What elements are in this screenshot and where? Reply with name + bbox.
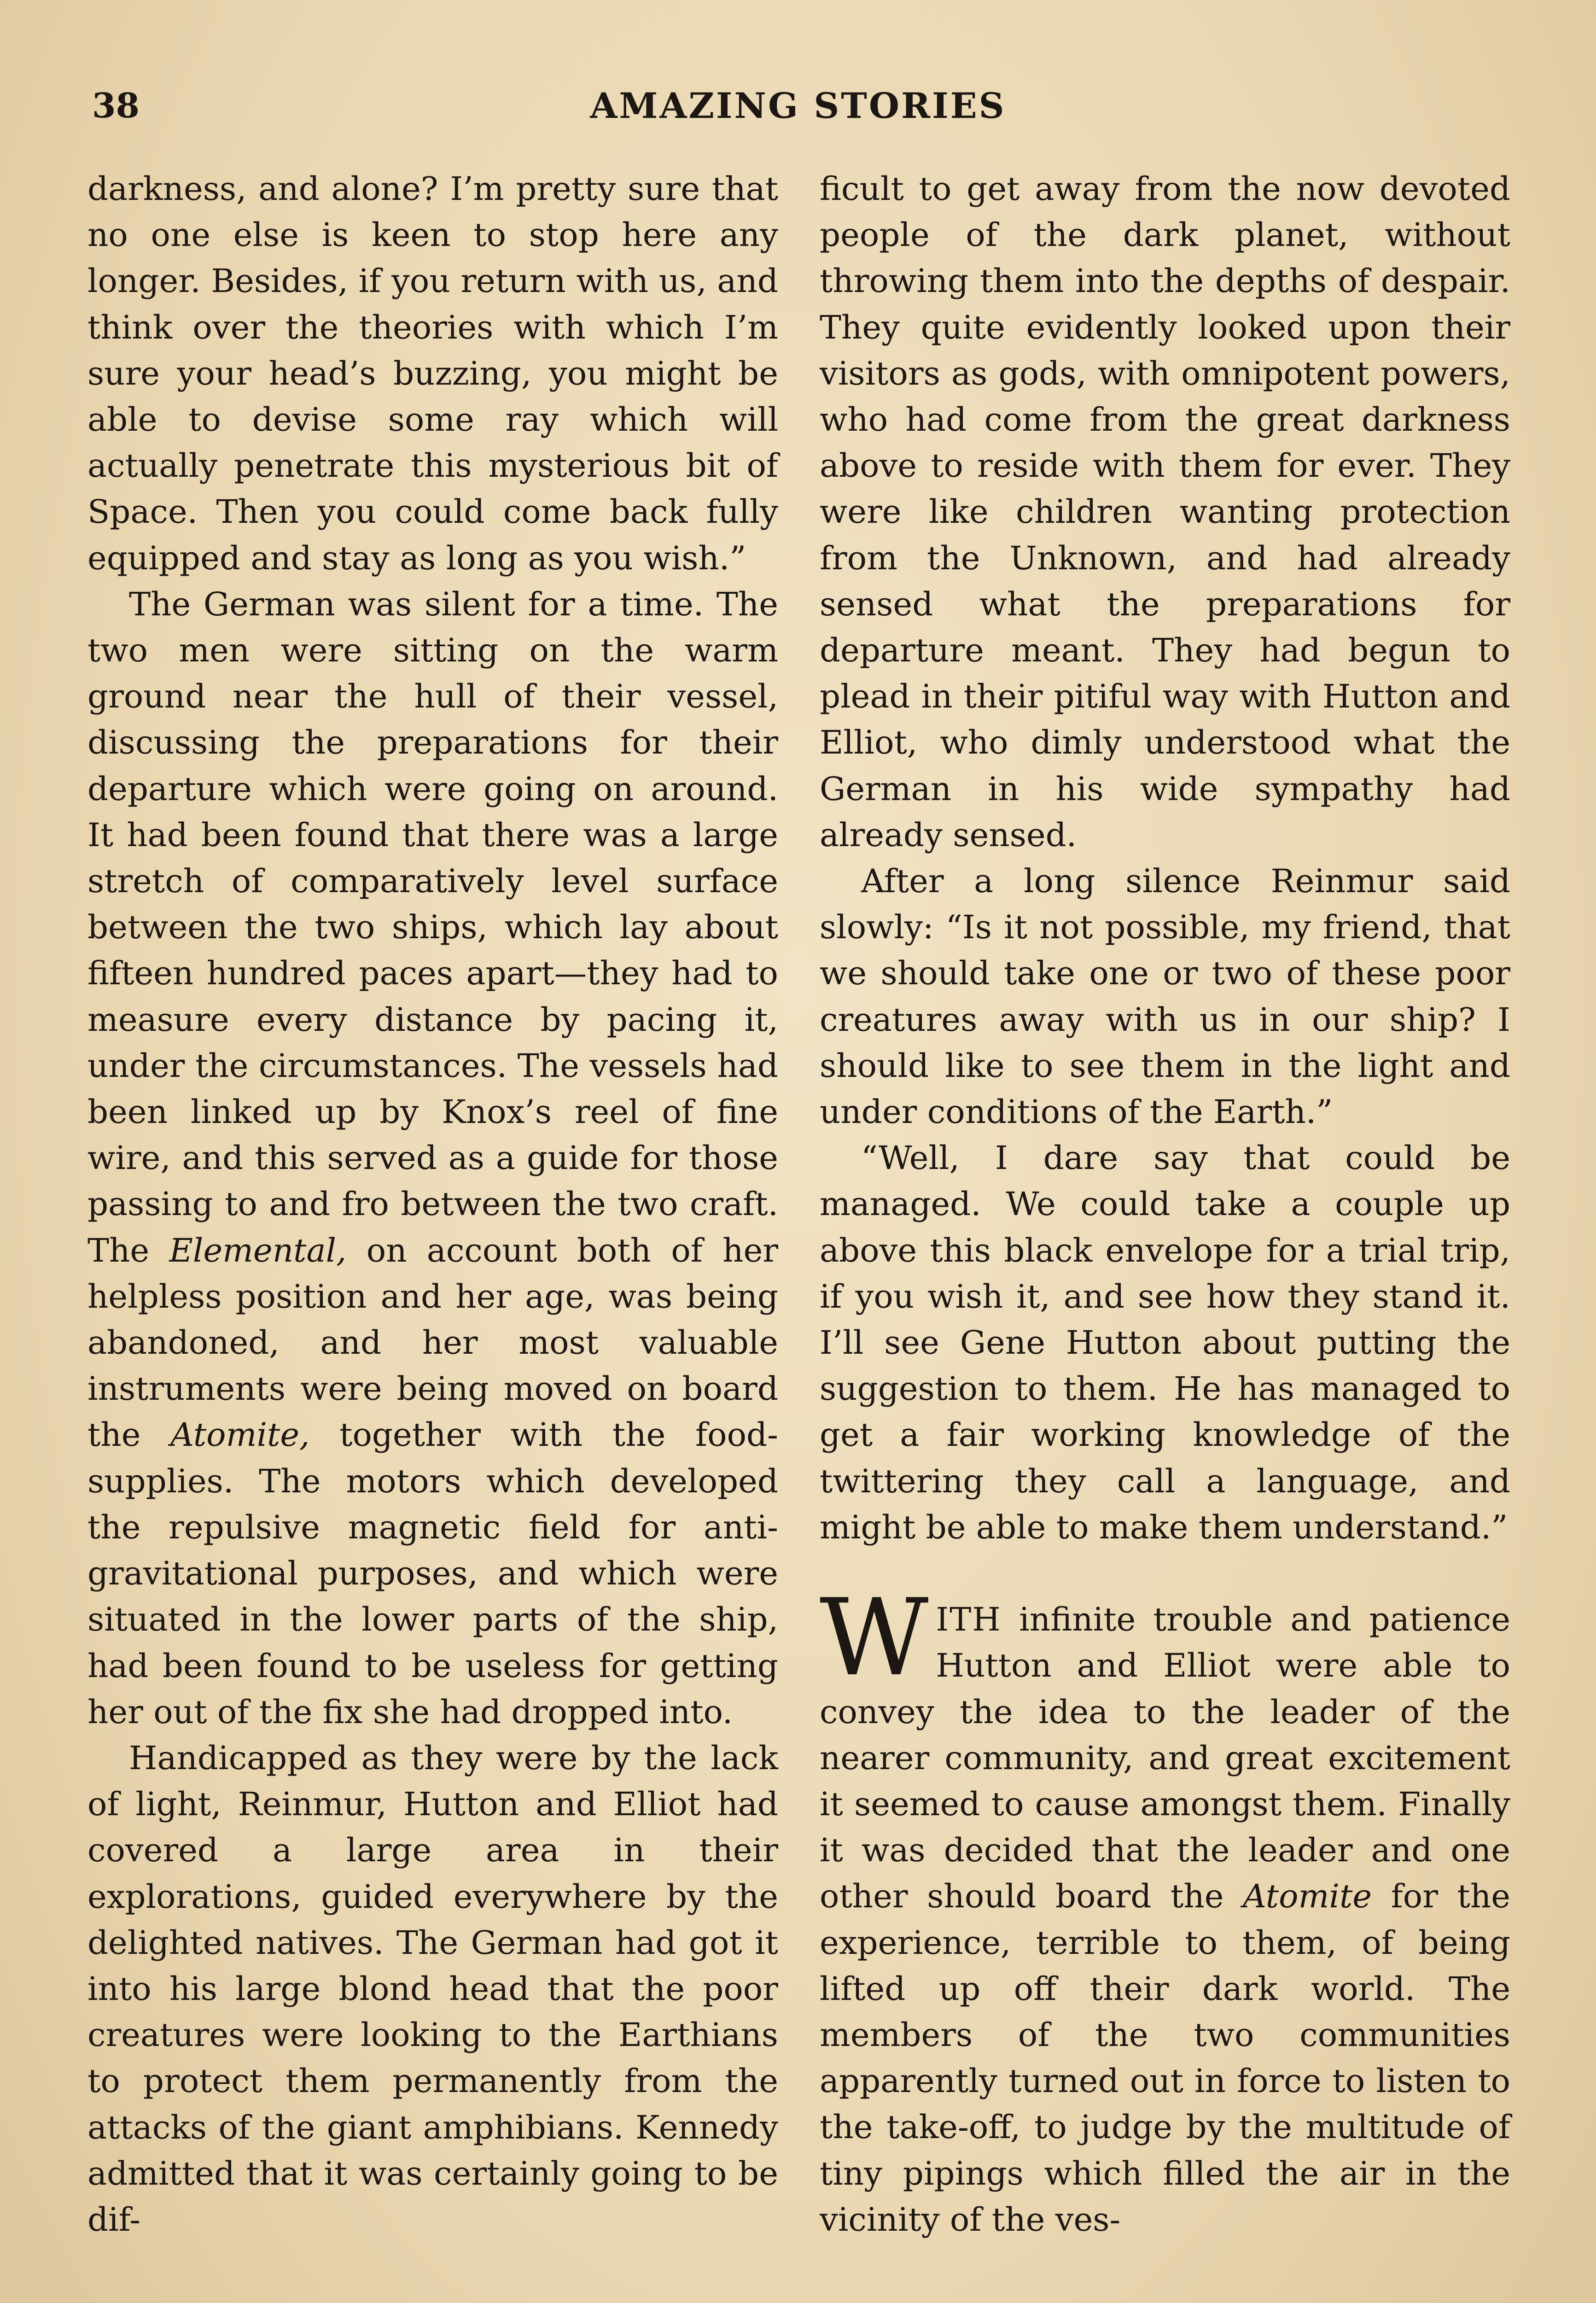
paragraph: After a long silence Reinmur said slowly: “Is it not possible, my friend, that we should take one or two of these poor creatures away with us in our ship? I should like to see them in the light and under conditions of the Earth.” (820, 862, 1510, 1131)
right-column (820, 166, 1510, 2243)
page-number: 38 (92, 86, 140, 126)
ship-name: Elemental, (169, 1231, 347, 1269)
paragraph: “Well, I dare say that could be managed. We could take a couple up above this black envelope for a trial trip, if you wish it, and see how they stand it. I’ll see Gene Hutton about putting the suggestion to them. He has managed to get a fair working knowledge of the twittering they call a language, and might be able to make them understand.” (820, 1139, 1510, 1546)
left-column (87, 166, 778, 2243)
magazine-title: AMAZING STORIES (590, 85, 1006, 126)
small-caps-lead: ITH (936, 1601, 1002, 1639)
ship-name: Atomite (1243, 1877, 1372, 1916)
paragraph-text: infinite trouble and patience Hutton and Elliot were able to convey the idea to the leader of the nearer community, and great excitement it seemed to cause amongst them. Finally it was decided that the leader and one other should board the (820, 1601, 1510, 1916)
paragraph: ficult to get away from the now devoted people of the dark planet, without throwing them into the depths of despair. They quite evidently looked upon their visitors as gods, with omnipotent powers, who had come from the great darkness above to reside with them for ever. They were like children wanting protection from the Unknown, and had already sensed what the preparations for departure meant. They had begun to plead in their pitiful way with Hutton and Elliot, who dimly understood what the German in his wide sympathy had already sensed. (820, 170, 1510, 854)
paragraph (87, 581, 778, 1735)
paragraph: Handicapped as they were by the lack of light, Reinmur, Hutton and Elliot had covered a large area in their explorations, guided everywhere by the delighted natives. The German had got it into his large blond head that the poor creatures were looking to the Earthians to protect them permanently from the attacks of the giant amphibians. Kennedy admitted that it was certainly going to be dif- (87, 1739, 778, 2239)
paragraph: darkness, and alone? I’m pretty sure that no one else is keen to stop here any longer. Besides, if you return with us, and think over the theories with which I’m sure your head’s buzzing, you might be able to devise some ray which will actually penetrate this mysterious bit of Space. Then you could come back fully equipped and stay as long as you wish.” (87, 170, 778, 577)
paragraph-text: on account both of her helpless position and her age, was being abandoned, and her most valuable instruments were being moved on board the (87, 1231, 778, 1454)
paragraph-text: together with the food-supplies. The motors which developed the repulsive magnetic field for anti-gravitational purposes, and which were situated in the lower parts of the ship, had been found to be useless for getting her out of the fix she had dropped into. (87, 1416, 778, 1731)
paragraph-text: The German was silent for a time. The two men were sitting on the warm ground near the hull of their vessel, discussing the preparations for their departure which were going on around. It had been found that there was a large stretch of comparatively level surface between the two ships, which lay about fifteen hundred paces apart—they had to measure every distance by pacing it, under the circumstances. The vessels had been linked up by Knox’s reel of fine wire, and this served as a guide for those passing to and fro between the two craft. The (87, 585, 778, 1269)
running-head (92, 78, 1504, 134)
section-start-paragraph (820, 1577, 1510, 2243)
drop-cap: W (820, 1577, 929, 1700)
ship-name: Atomite, (170, 1416, 310, 1454)
paragraph-text: for the experience, terrible to them, of being lifted up off their dark world. The members of the two communities apparently turned out in force to listen to the take-off, to judge by the multitude of tiny pipings which filled the air in the vicinity of the ves- (820, 1877, 1510, 2239)
